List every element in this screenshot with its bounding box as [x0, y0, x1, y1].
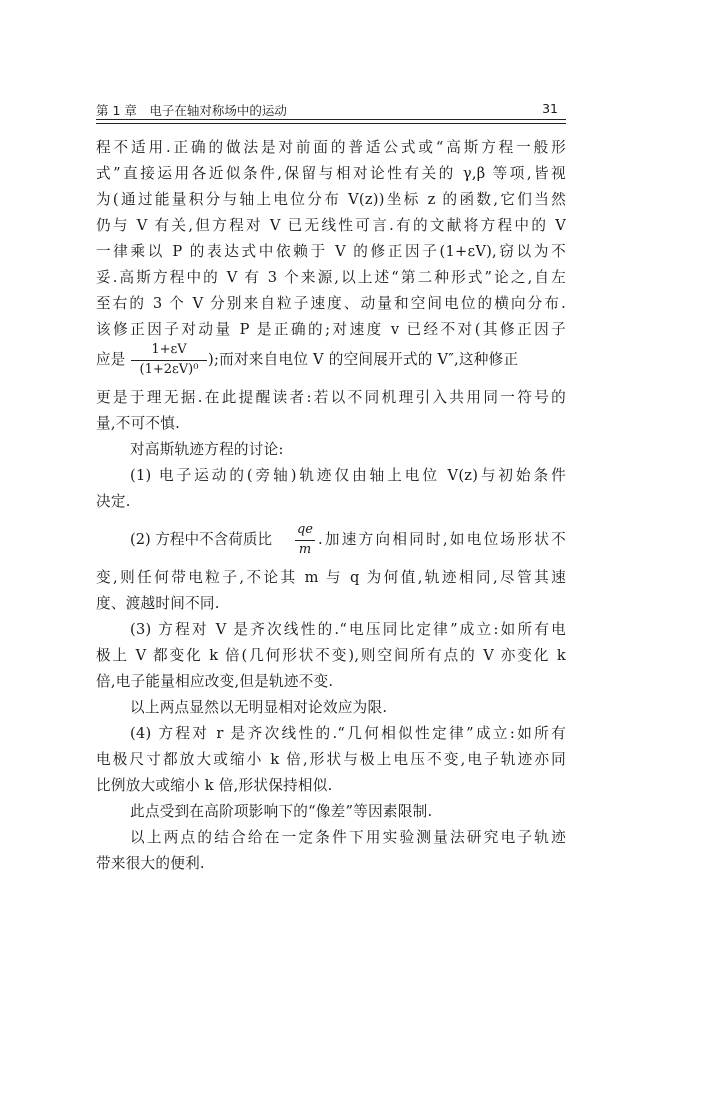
- body-line: 仍与 V 有关,但方程对 V 已无线性可言.有的文献将方程中的 V: [96, 217, 566, 234]
- header-rule-thin: [96, 123, 566, 124]
- fraction-denominator: (1+2εV)⁰: [139, 362, 199, 377]
- body-line: 更是于理无据.在此提醒读者:若以不同机理引入共用同一符号的: [96, 389, 566, 406]
- fraction-numerator: 1+εV: [151, 342, 187, 357]
- formula-line: [130, 530, 272, 550]
- page-number: 31: [542, 101, 558, 116]
- fraction-bar: [295, 540, 315, 541]
- formula-prefix: (2) 方程中不含荷质比: [130, 531, 273, 548]
- body-line: (4) 方程对 r 是齐次线性的.“几何相似性定律”成立:如所有: [130, 725, 566, 742]
- fraction-numerator: qe: [296, 522, 313, 537]
- formula-prefix: 应是: [96, 351, 126, 368]
- body-line: 倍,电子能量相应改变,但是轨迹不变.: [96, 673, 334, 690]
- body-line: 变,则任何带电粒子,不论其 m 与 q 为何值,轨迹相同,尽管其速: [96, 569, 566, 586]
- running-header: [96, 99, 566, 119]
- body-line: 为(通过能量积分与轴上电位分布 V(z))坐标 z 的函数,它们当然: [96, 191, 566, 208]
- body-line: 量,不可不慎.: [96, 415, 180, 432]
- header-rule-thick: [96, 119, 566, 120]
- body-line: 决定.: [96, 493, 131, 510]
- body-line: 此点受到在高阶项影响下的“像差”等因素限制.: [130, 803, 433, 820]
- formula-line: [96, 350, 125, 370]
- body-line: (1) 电子运动的(旁轴)轨迹仅由轴上电位 V(z)与初始条件: [130, 467, 566, 484]
- body-line: 对高斯轨迹方程的讨论:: [130, 441, 284, 458]
- body-line: 极上 V 都变化 k 倍(几何形状不变),则空间所有点的 V 亦变化 k: [96, 647, 566, 664]
- body-line: (3) 方程对 V 是齐次线性的.“电压同比定律”成立:如所有电: [130, 621, 566, 638]
- body-line: 至右的 3 个 V 分别来自粒子速度、动量和空间电位的横向分布.: [96, 295, 566, 312]
- body-line: 一律乘以 P 的表达式中依赖于 V 的修正因子(1+εV),窃以为不: [96, 243, 566, 260]
- body-line: 以上两点的结合给在一定条件下用实验测量法研究电子轨迹: [130, 829, 566, 846]
- formula-suffix: );而对来自电位 V 的空间展开式的 V″,这种修正: [208, 351, 519, 368]
- body-line: 式”直接运用各近似条件,保留与相对论性有关的 γ,β 等项,皆视: [96, 165, 566, 182]
- body-line: 电极尺寸都放大或缩小 k 倍,形状与极上电压不变,电子轨迹亦同: [96, 751, 566, 768]
- body-line: 该修正因子对动量 P 是正确的;对速度 v 已经不对(其修正因子: [96, 321, 566, 338]
- body-line: 带来很大的便利.: [96, 855, 205, 872]
- body-line: 比例放大或缩小 k 倍,形状保持相似.: [96, 777, 333, 794]
- body-line: 以上两点显然以无明显相对论效应为限.: [130, 699, 388, 716]
- body-line: 度、渡越时间不同.: [96, 595, 220, 612]
- chapter-title: 第 1 章 电子在轴对称场中的运动: [96, 103, 287, 118]
- body-line: 妥.高斯方程中的 V 有 3 个来源,以上述“第二种形式”论之,自左: [96, 269, 566, 286]
- fraction-bar: [131, 360, 207, 361]
- fraction-denominator: m: [298, 542, 312, 557]
- body-line: 程不适用.正确的做法是对前面的普适公式或“高斯方程一般形: [96, 139, 566, 156]
- formula-suffix: .加速方向相同时,如电位场形状不: [318, 531, 566, 548]
